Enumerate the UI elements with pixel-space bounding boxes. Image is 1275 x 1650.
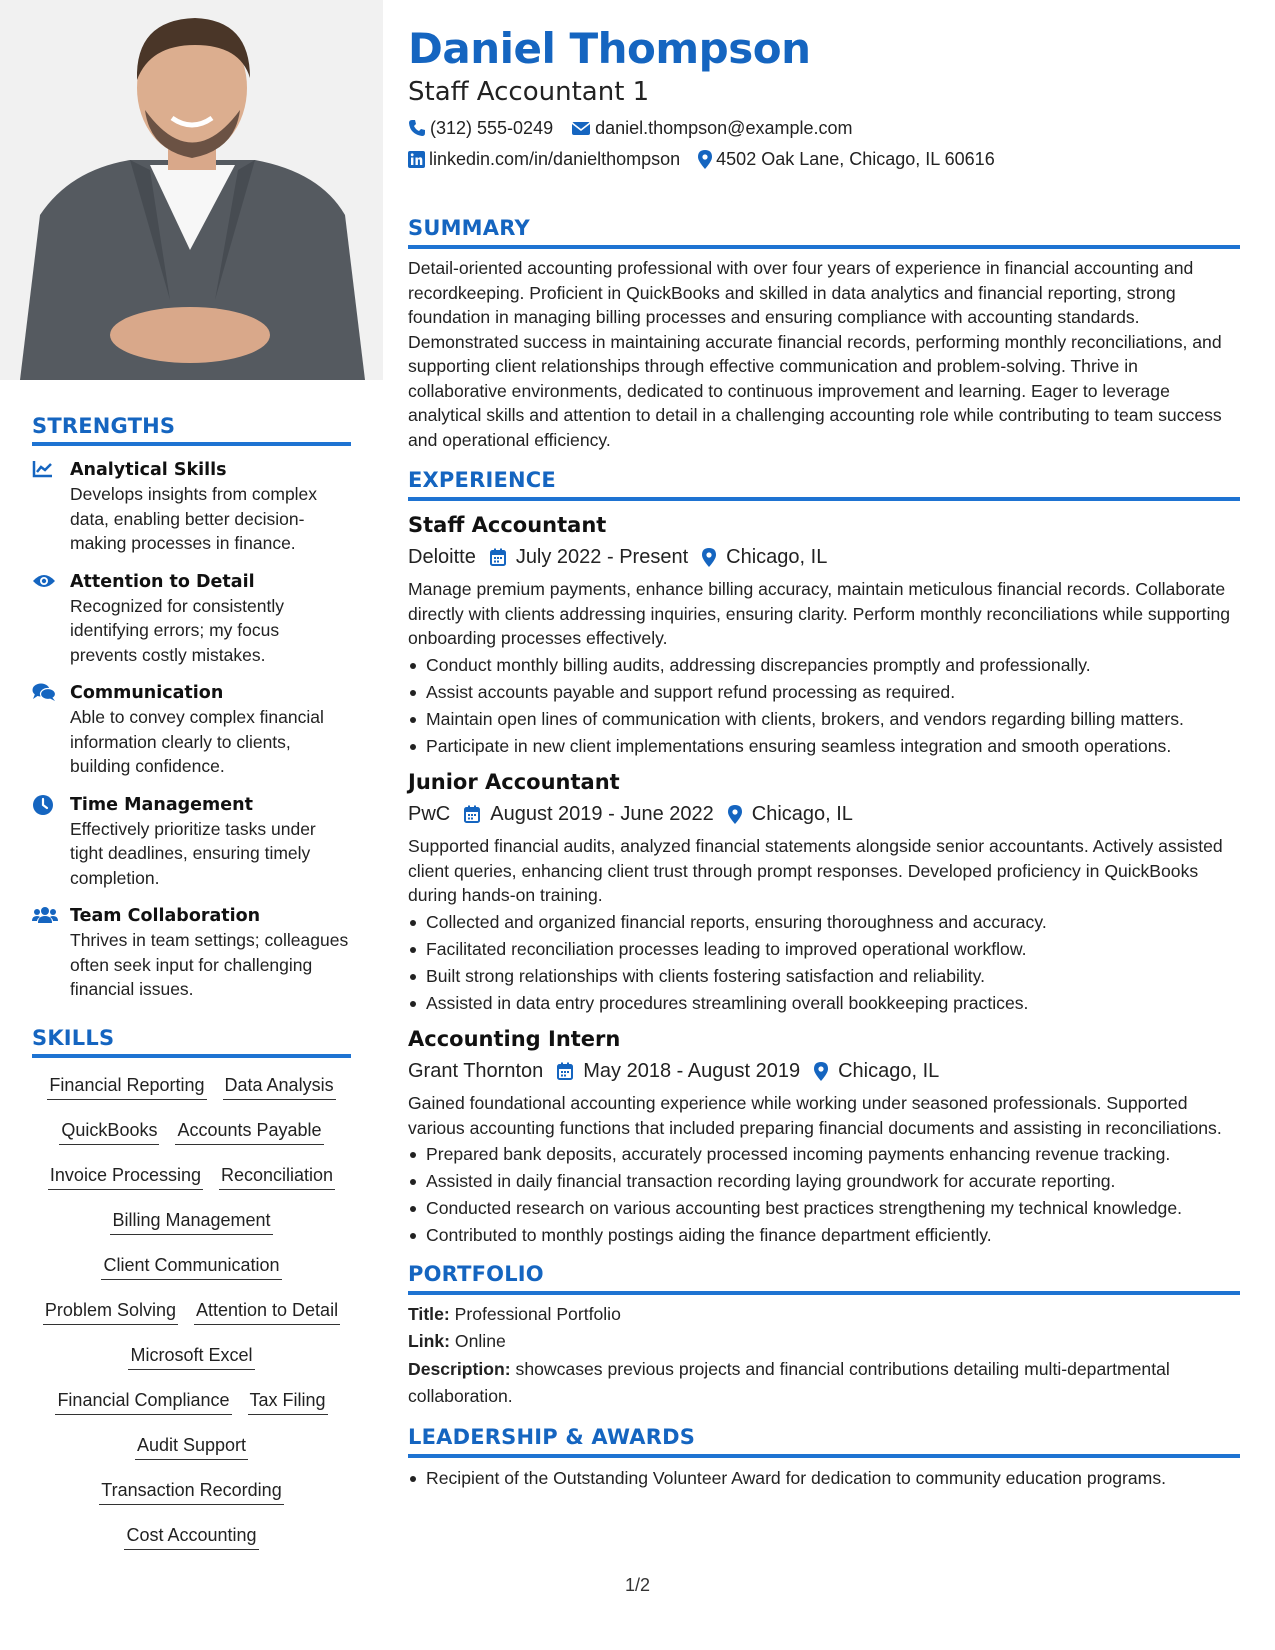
sidebar [0,0,383,1650]
skill-tag: Invoice Processing [48,1164,203,1190]
job-summary: Manage premium payments, enhance billing accuracy, maintain meticulous financial records. Collaborate directly with clients addressing inquiries, ensuring clarity. Perform monthly reconciliations while supporting onboarding processes effectively. [408,579,1231,648]
summary-heading: SUMMARY [408,216,1240,249]
job-bullet: Maintain open lines of communication with clients, brokers, and vendors regarding billing matters. [408,707,1240,732]
awards-list [408,1466,1240,1491]
job-bullet: Conducted research on various accounting best practices strengthening my technical knowledge. [408,1196,1240,1221]
portfolio-title-line [408,1301,1240,1329]
strength-item [32,458,351,556]
contact-row [408,146,1240,172]
calendar-icon [557,1062,573,1080]
strength-title: Team Collaboration [70,906,261,926]
award-item: Recipient of the Outstanding Volunteer Award for dedication to community education programs. [408,1466,1240,1491]
job-location: Chicago, IL [726,546,828,568]
job-bullet: Conduct monthly billing audits, addressing discrepancies promptly and professionally. [408,653,1240,678]
skill-row [32,1156,351,1201]
strength-title: Time Management [70,794,253,815]
job-summary: Supported financial audits, analyzed financial statements alongside senior accountants. Actively assisted client queries, enhancing client trust through prompt responses. Developed proficiency in QuickBooks during hands-on training. [408,836,1223,905]
linkedin-icon [408,151,425,168]
job-bullet: Contributed to monthly postings aiding the finance department efficiently. [408,1223,1240,1248]
skill-tag: Microsoft Excel [128,1344,254,1370]
skill-row [32,1336,351,1381]
job-company: Deloitte [408,546,476,568]
job-bullets [408,653,1240,759]
strength-title: Attention to Detail [70,571,255,592]
skill-tag: Billing Management [110,1209,272,1235]
map-marker-icon [814,1062,828,1081]
portfolio-desc-line [408,1356,1240,1411]
skill-row [32,1471,351,1516]
eye-icon [32,570,70,668]
job-bullets [408,910,1240,1016]
profile-photo [0,0,383,380]
summary-text: Detail-oriented accounting professional with over four years of experience in financial accounting and recordkeeping. Proficient in QuickBooks and skilled in data analytics and financial reporting, strong foundation in managing billing processes and ensuring compliance with accounting standards. Demonstrated success in maintaining accurate financial records, performing monthly reconciliations, and supporting client relationships through effective communication and problem-solving. Thrive in collaborative environments, dedicated to continuous improvement and learning. Eager to leverage analytical skills and attention to detail in a challenging accounting role while contributing to team success and operational efficiency. [408,258,1222,450]
calendar-icon [464,805,480,823]
map-marker-icon [702,548,716,567]
skill-tag: Accounts Payable [175,1119,323,1145]
job-bullet: Assisted in daily financial transaction recording laying groundwork for accurate reporting. [408,1169,1240,1194]
skill-row [32,1201,351,1246]
linkedin-text: linkedin.com/in/danielthompson [429,148,681,169]
job-summary: Gained foundational accounting experience while working under seasoned professionals. Supported various accounting functions that included preparing financial documents and assisting in reconciliations. [408,1093,1222,1138]
job-bullet: Prepared bank deposits, accurately processed incoming payments enhancing revenue tracking. [408,1142,1240,1167]
strength-desc: Recognized for consistently identifying errors; my focus prevents costly mistakes. [70,595,284,665]
chart-line-icon [32,458,70,556]
skill-tag: Client Communication [101,1254,281,1280]
job-dates: May 2018 - August 2019 [583,1060,801,1082]
candidate-title: Staff Accountant 1 [408,77,650,107]
job-bullets [408,1142,1240,1248]
strength-item [32,681,351,779]
users-icon [32,904,70,1002]
awards-heading: LEADERSHIP & AWARDS [408,1425,1240,1458]
job-location: Chicago, IL [751,803,853,825]
main-content [408,0,1240,1493]
address-contact [698,149,995,170]
linkedin-contact[interactable] [408,149,680,170]
job-bullet: Participate in new client implementations ensuring seamless integration and smooth operations. [408,734,1240,759]
portfolio-link-value[interactable]: Online [454,1331,506,1351]
email-contact[interactable] [571,118,852,139]
skill-tag: Reconciliation [219,1164,335,1190]
phone-contact[interactable] [408,118,553,139]
page-number: 1/2 [625,1575,651,1595]
strength-item [32,793,351,891]
job-title: Accounting Intern [408,1027,621,1051]
map-marker-icon [698,150,712,169]
portfolio-desc-label: Description: [408,1358,511,1379]
skill-row [32,1516,351,1561]
skill-tag: Problem Solving [43,1299,178,1325]
address-text: 4502 Oak Lane, Chicago, IL 60616 [716,148,995,169]
skill-tag: Financial Compliance [55,1389,231,1415]
experience-heading: EXPERIENCE [408,468,1240,501]
skills-heading: SKILLS [32,1026,351,1058]
skill-tag: Attention to Detail [194,1299,340,1325]
job-bullet: Facilitated reconciliation processes leading to improved operational workflow. [408,937,1240,962]
strength-title: Communication [70,683,224,703]
skill-row [32,1246,351,1291]
strength-item [32,904,351,1002]
job-company: Grant Thornton [408,1060,544,1082]
strength-desc: Thrives in team settings; colleagues often seek input for challenging financial issues. [70,930,349,999]
strength-desc: Develops insights from complex data, enabling better decision-making processes in finance. [70,484,318,553]
job-bullet: Assisted in data entry procedures streamlining overall bookkeeping practices. [408,991,1240,1016]
portfolio-heading: PORTFOLIO [408,1262,1240,1295]
skill-tag: Tax Filing [248,1389,328,1415]
calendar-icon [490,548,506,566]
portfolio-title-label: Title: [408,1303,450,1324]
portfolio-title-value: Professional Portfolio [454,1303,621,1324]
strength-item [32,570,351,668]
job-dates: August 2019 - June 2022 [490,803,714,825]
portfolio-link-line [408,1328,1240,1356]
skill-row [32,1066,351,1111]
skill-row [32,1381,351,1426]
candidate-name: Daniel Thompson [408,24,811,73]
portfolio-link-label: Link: [408,1331,451,1351]
skill-row [32,1111,351,1156]
job-title: Junior Accountant [408,770,620,794]
portfolio-desc-value: showcases previous projects and financial contributions detailing multi-departmental collaboration. [408,1358,1170,1406]
job-company: PwC [408,803,451,825]
job-meta [408,800,1240,828]
strengths-heading: STRENGTHS [32,414,351,446]
job-bullet: Collected and organized financial reports, ensuring thoroughness and accuracy. [408,910,1240,935]
map-marker-icon [728,805,742,824]
skill-tag: Cost Accounting [124,1524,258,1550]
comments-icon [32,681,70,779]
strength-desc: Able to convey complex financial information clearly to clients, building confidence. [70,707,324,776]
skill-tag: Audit Support [135,1434,248,1460]
job-dates: July 2022 - Present [515,546,689,568]
portfolio-block [408,1301,1240,1411]
skill-tag: Data Analysis [223,1074,336,1100]
skill-row [32,1291,351,1336]
job-meta [408,1057,1240,1085]
skills-list [32,1066,351,1561]
job-entry [408,767,1240,1015]
job-meta [408,543,1240,571]
skill-row [32,1426,351,1471]
skill-tag: Financial Reporting [47,1074,206,1100]
strength-title: Analytical Skills [70,460,227,480]
strength-desc: Effectively prioritize tasks under tight deadlines, ensuring timely completion. [70,818,316,888]
phone-icon [408,119,426,137]
skill-tag: QuickBooks [59,1119,159,1145]
job-bullet: Built strong relationships with clients fostering satisfaction and reliability. [408,964,1240,989]
envelope-icon [571,120,591,136]
clock-icon [32,793,70,891]
job-title: Staff Accountant [408,513,607,537]
job-bullet: Assist accounts payable and support refund processing as required. [408,680,1240,705]
job-entry [408,510,1240,758]
job-location: Chicago, IL [838,1060,940,1082]
email-text: daniel.thompson@example.com [595,117,853,138]
phone-text: (312) 555-0249 [430,117,554,138]
job-entry [408,1024,1240,1248]
contact-row [408,115,1240,141]
skill-tag: Transaction Recording [99,1479,283,1505]
